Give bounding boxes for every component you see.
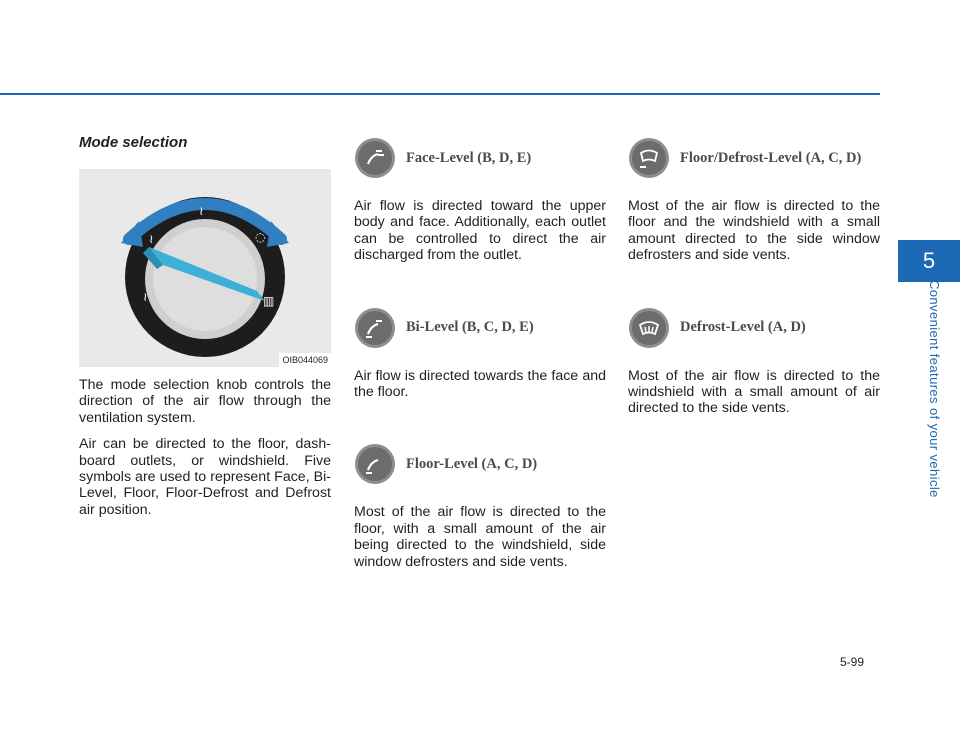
svg-text:◌: ◌	[255, 230, 266, 244]
paragraph: Most of the air flow is directed to the floor, with a small amount of the air being directed to the windshield, side window defrosters and side vents.	[354, 504, 606, 570]
svg-text:▥: ▥	[263, 294, 275, 308]
floor-level-icon	[354, 443, 396, 485]
paragraph: Air flow is directed toward the upper body and face. Additionally, each outlet can be controlled to direct the air discharged from the outlet.	[354, 198, 606, 264]
floor-defrost-icon	[628, 137, 670, 179]
mode-title: Floor/Defrost-Level (A, C, D)	[680, 149, 862, 166]
mode-knob-figure	[79, 169, 331, 367]
paragraph: Air can be directed to the floor, dash-board outlets, or windshield. Five symbols are used to represent Face, Bi-Level, Floor, Floor-Defrost and Defrost air position.	[79, 436, 331, 518]
paragraph: Most of the air flow is directed to the windshield with a small amount of air directed to the side vents.	[628, 367, 880, 417]
figure-code: OIB044069	[279, 353, 331, 367]
svg-text:≀: ≀	[149, 232, 154, 246]
page-number: 5-99	[840, 655, 865, 669]
mode-knob-illustration	[79, 169, 331, 367]
paragraph: The mode selection knob controls the direction of the air flow through the ventilation system.	[79, 377, 331, 426]
column-right	[628, 130, 880, 427]
mode-heading-floor-defrost	[628, 136, 880, 180]
svg-text:≀: ≀	[199, 204, 204, 218]
mode-heading-floor	[354, 442, 606, 486]
column-middle	[354, 130, 606, 580]
section-title: Mode selection	[79, 134, 188, 151]
mode-title: Floor-Level (A, C, D)	[406, 455, 538, 472]
mode-heading-face	[354, 136, 606, 180]
column-left	[79, 130, 331, 528]
face-level-icon	[354, 137, 396, 179]
chapter-tab: 5	[898, 240, 960, 282]
mode-title: Bi-Level (B, C, D, E)	[406, 319, 534, 336]
svg-text:≀: ≀	[143, 290, 148, 304]
mode-title: Defrost-Level (A, D)	[680, 319, 806, 336]
chapter-title: Convenient features of your vehicle	[927, 280, 942, 498]
header-rule	[0, 93, 880, 95]
mode-title: Face-Level (B, D, E)	[406, 149, 532, 166]
mode-heading-bi-level	[354, 306, 606, 350]
defrost-icon	[628, 307, 670, 349]
bi-level-icon	[354, 307, 396, 349]
mode-heading-defrost	[628, 306, 880, 350]
paragraph: Most of the air flow is directed to the floor and the windshield with a small amount directed to the side window defrosters and side vents.	[628, 198, 880, 264]
paragraph: Air flow is directed towards the face and the floor.	[354, 367, 606, 401]
